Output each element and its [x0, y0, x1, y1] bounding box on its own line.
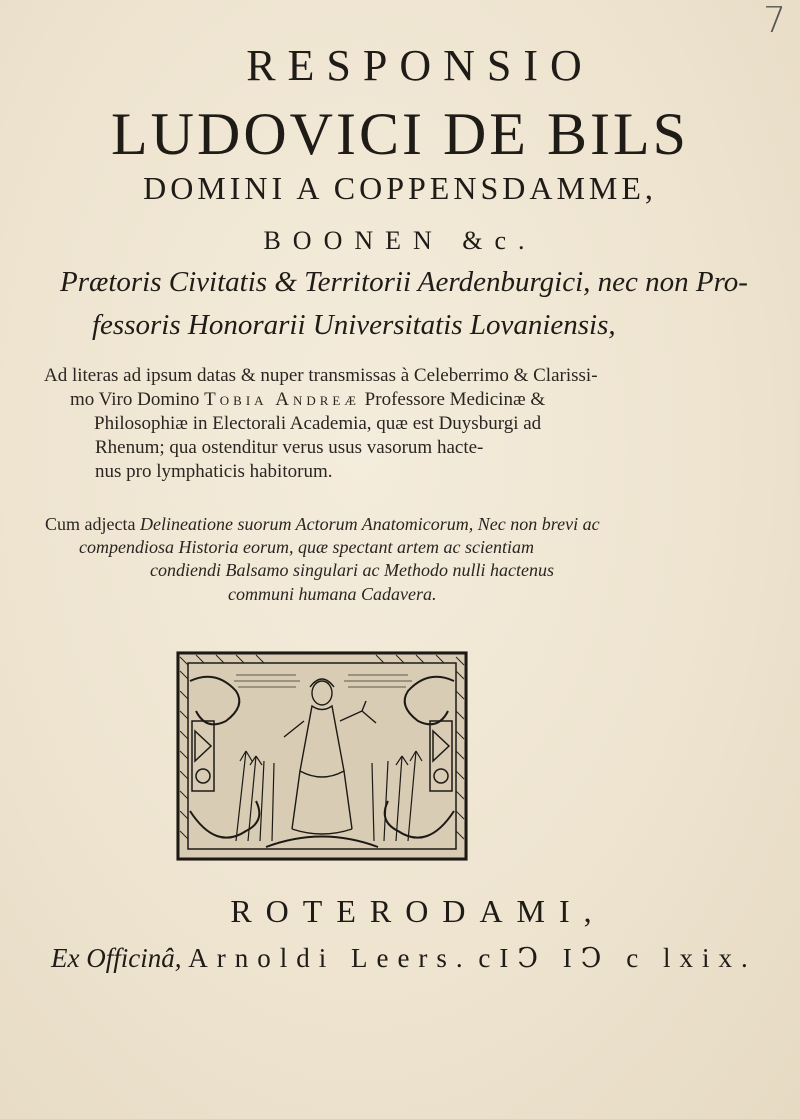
- description-line-1-italic: Delineatione suorum Actorum Anatomicorum, Nec non brevi ac: [139, 514, 600, 534]
- address-line-2-post: Professore Medicinæ &: [359, 389, 546, 410]
- address-line-5: nus pro lymphaticis habitorum.: [95, 461, 333, 482]
- imprint-place: ROTERODAMI,: [230, 893, 606, 929]
- page-number: 7: [763, 0, 786, 41]
- address-line-2-pre: mo Viro Domino: [70, 389, 205, 410]
- address-line-2: [70, 389, 545, 411]
- andreae-name: Tobia Andreæ: [204, 389, 360, 410]
- title-author-name: LUDOVICI DE BILS: [111, 101, 689, 167]
- address-line-1: Ad literas ad ipsum datas & nuper transmissas à Celeberrimo & Clarissi-: [44, 365, 598, 386]
- title-praetor-line1: Prætoris Civitatis & Territorii Aerdenburgici, nec non Pro-: [60, 266, 748, 298]
- description-line-4: communi humana Cadavera.: [228, 584, 437, 604]
- imprint-year: cIↃ IↃ c lxix.: [478, 943, 757, 973]
- imprint-office: Ex Officinâ,: [51, 943, 182, 973]
- description-line-1: [45, 514, 600, 535]
- title-domini: DOMINI A COPPENSDAMME,: [143, 170, 657, 206]
- title-praetor-line2: fessoris Honorarii Universitatis Lovaniensis,: [92, 309, 616, 341]
- description-line-1-roman: Cum adjecta: [45, 514, 140, 534]
- imprint-line: [51, 943, 757, 974]
- title-boonen: BOONEN &c.: [263, 226, 537, 255]
- address-line-4: Rhenum; qua ostenditur verus usus vasorum hacte-: [95, 437, 484, 458]
- address-line-3: Philosophiæ in Electorali Academia, quæ est Duysburgi ad: [94, 413, 542, 434]
- title-responsio: RESPONSIO: [246, 41, 594, 90]
- printer-emblem-image: [176, 651, 468, 861]
- description-line-3: condiendi Balsamo singulari ac Methodo nulli hactenus: [150, 560, 554, 580]
- description-line-2: compendiosa Historia eorum, quæ spectant artem ac scientiam: [79, 537, 534, 557]
- imprint-printer: Arnoldi Leers.: [188, 943, 472, 973]
